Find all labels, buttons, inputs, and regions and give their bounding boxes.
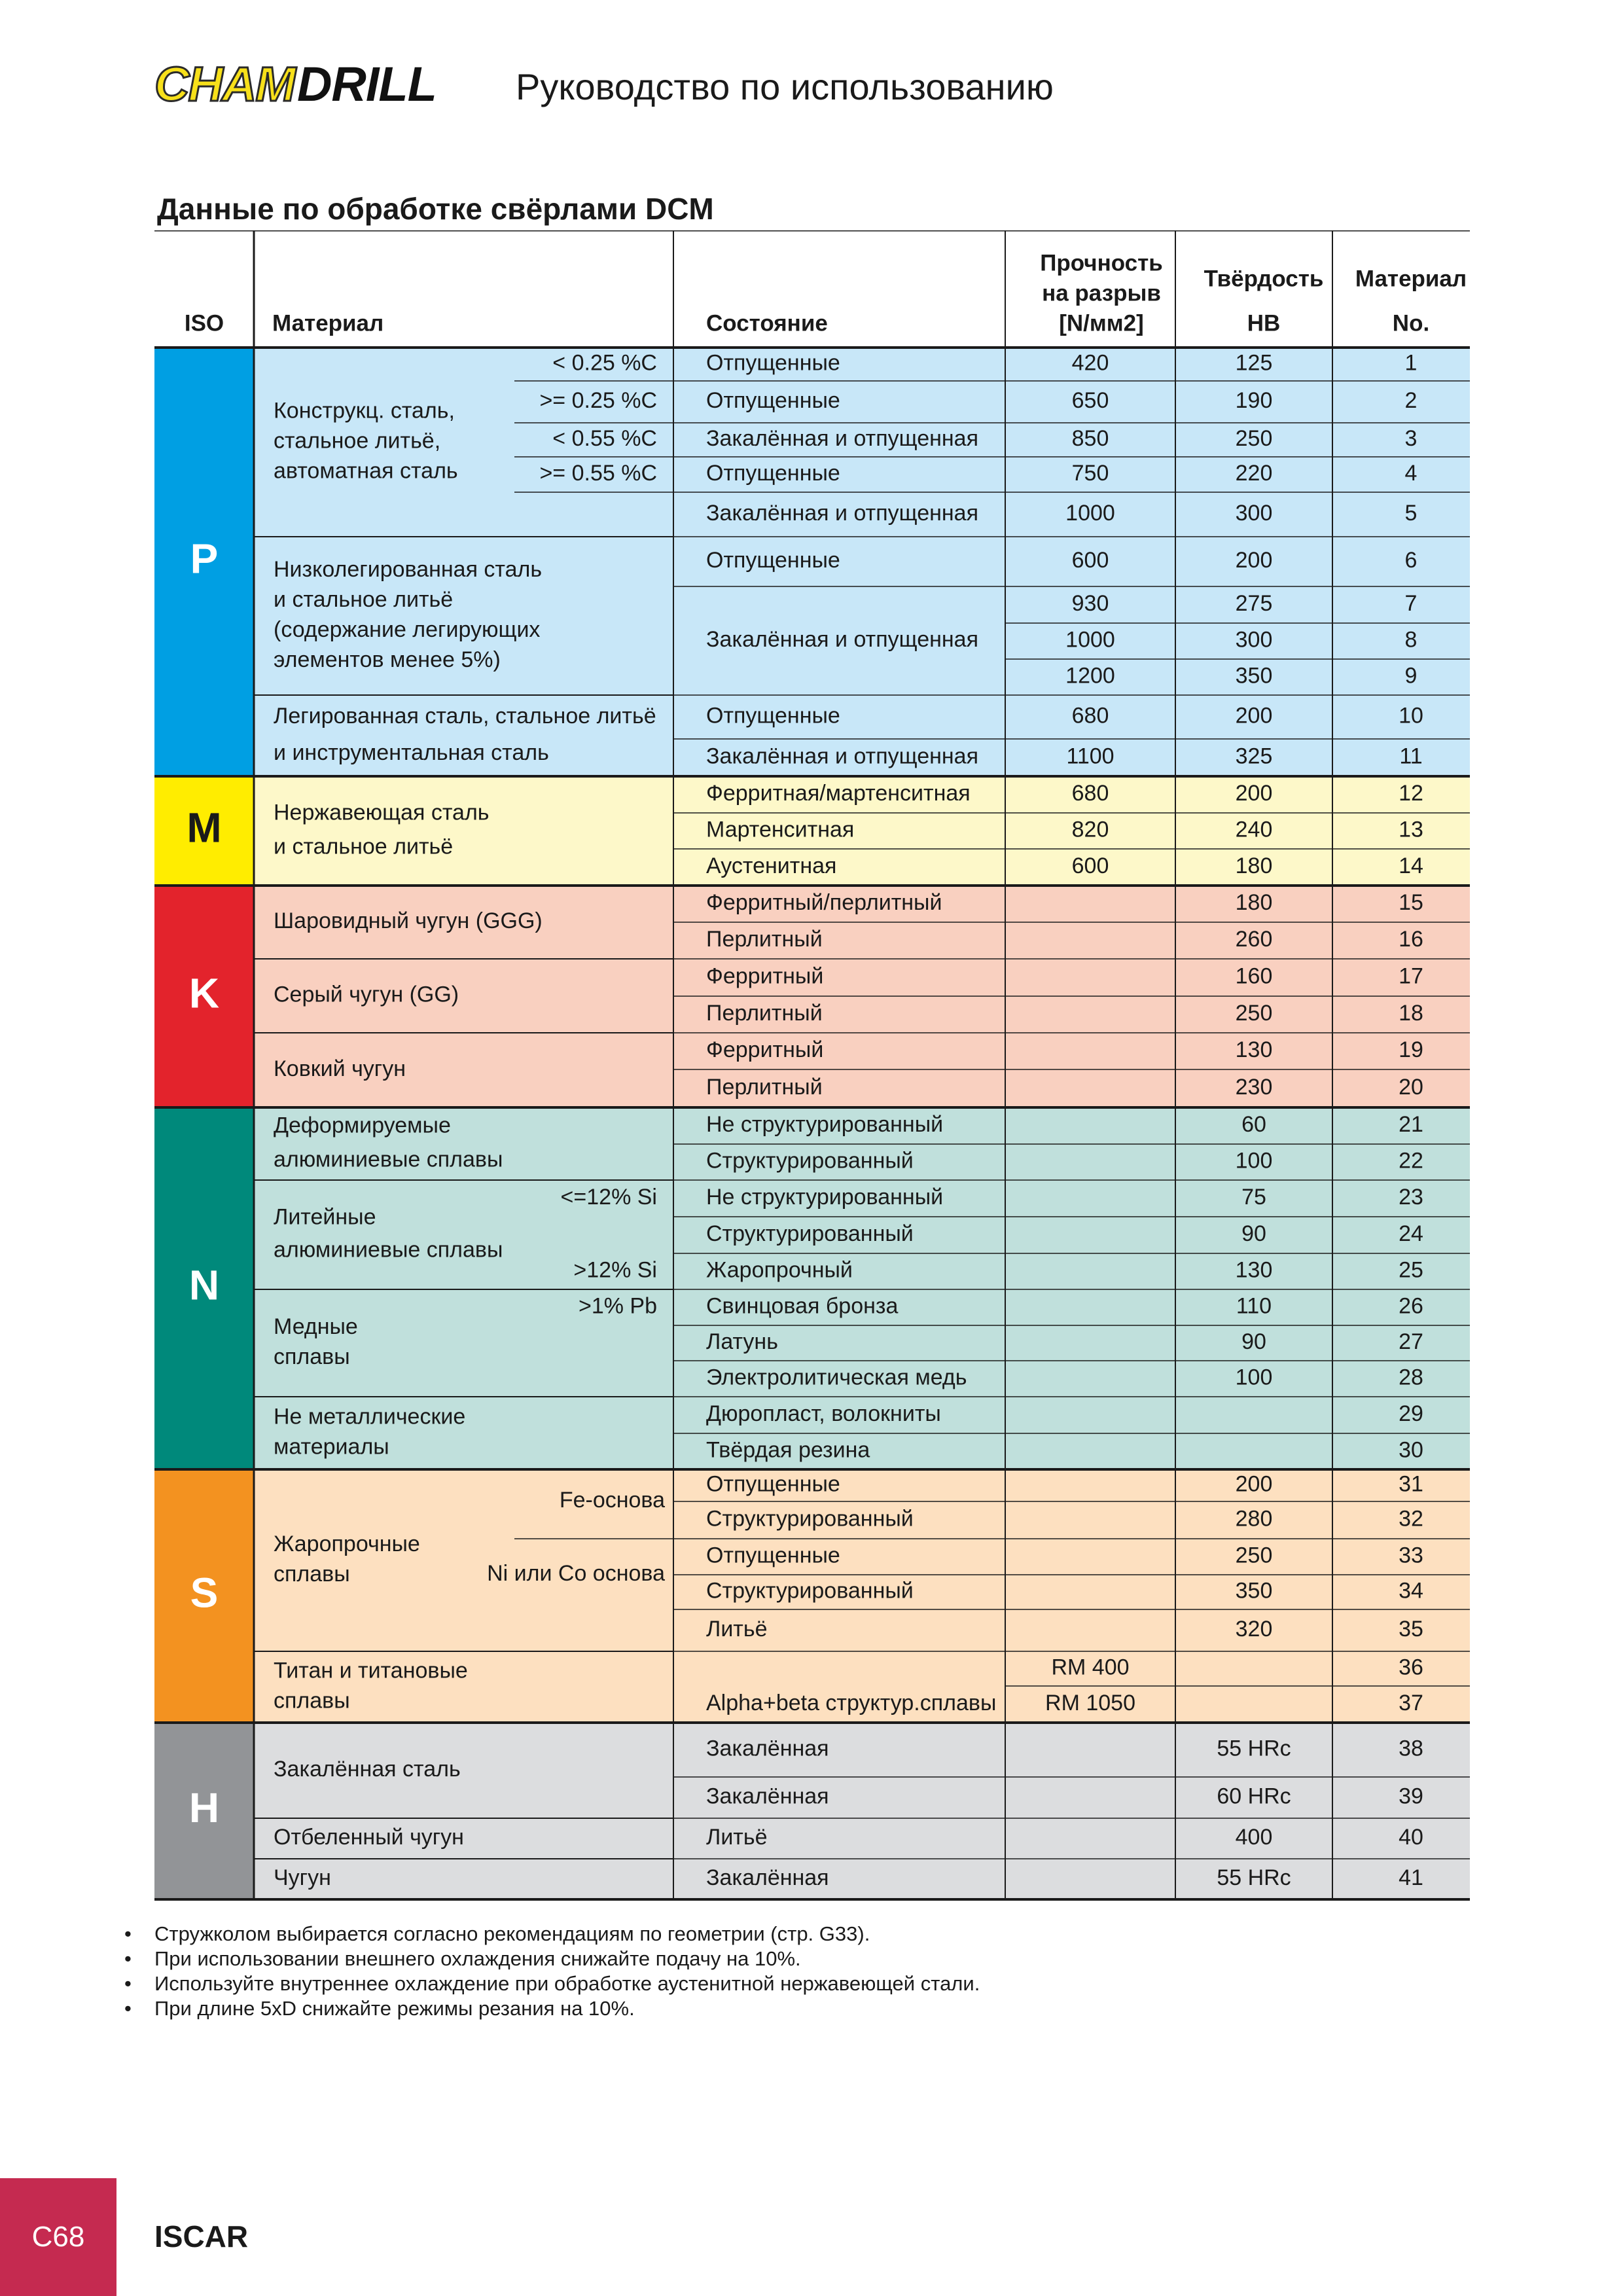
material-number: 8 — [1404, 627, 1418, 653]
state-text: Перлитный — [706, 1074, 823, 1100]
hardness-value: 60 HRc — [1217, 1784, 1291, 1809]
hardness-value: 350 — [1235, 663, 1273, 689]
logo-drill-text: DRILL — [296, 56, 437, 111]
material-number: 30 — [1399, 1437, 1423, 1463]
strength-value: 750 — [1071, 460, 1109, 486]
material-name: Ковкий чугун — [274, 1056, 406, 1081]
strength-value: 1000 — [1065, 500, 1115, 526]
footer-brand: ISCAR — [154, 2219, 249, 2253]
material-number: 26 — [1399, 1293, 1423, 1319]
state-text: Alpha+beta структур.сплавы — [706, 1690, 997, 1715]
hardness-value: 100 — [1235, 1148, 1273, 1174]
strength-value: 680 — [1071, 703, 1109, 728]
table-svg — [154, 230, 1470, 1919]
hardness-value: 200 — [1235, 703, 1273, 728]
header-strength: Прочность — [1040, 250, 1163, 276]
material-name: Литейные — [274, 1204, 376, 1230]
note-item — [124, 1996, 980, 2021]
header-material: Материал — [272, 310, 384, 336]
note-bullet: • — [124, 1947, 132, 1970]
material-name: Конструкц. сталь, — [274, 398, 455, 423]
material-number: 21 — [1399, 1111, 1423, 1137]
state-text: Электролитическая медь — [706, 1365, 967, 1390]
material-name: Чугун — [274, 1865, 331, 1890]
hardness-value: 280 — [1235, 1506, 1273, 1532]
material-number: 25 — [1399, 1257, 1423, 1283]
cutting-data-table — [154, 230, 1470, 1919]
material-number: 4 — [1404, 460, 1418, 486]
material-name: Отбеленный чугун — [274, 1824, 464, 1850]
strength-value: 1100 — [1066, 744, 1115, 769]
material-number: 32 — [1399, 1506, 1423, 1532]
material-number: 23 — [1399, 1184, 1423, 1210]
hardness-value: 300 — [1235, 627, 1273, 653]
material-number: 22 — [1399, 1148, 1423, 1174]
iso-code-h: H — [188, 1784, 220, 1831]
state-text: Закалённая и отпущенная — [706, 500, 979, 526]
state-text: Не структурированный — [706, 1111, 944, 1137]
material-number: 29 — [1399, 1401, 1423, 1426]
material-name: стальное литьё, — [274, 428, 441, 454]
iso-code-p: P — [190, 535, 219, 583]
state-text: Отпущенные — [706, 387, 840, 413]
state-text: Закалённая — [706, 1784, 829, 1809]
material-number: 16 — [1399, 926, 1423, 952]
header-strength: [N/мм2] — [1059, 310, 1144, 336]
material-number: 9 — [1404, 663, 1418, 689]
strength-value: RM 400 — [1051, 1655, 1130, 1680]
material-name: Деформируемые — [274, 1113, 451, 1138]
note-text: При использовании внешнего охлаждения снижайте подачу на 10%. — [154, 1947, 801, 1970]
header-number: Материал — [1355, 266, 1467, 292]
page-number-tab — [0, 2178, 116, 2296]
hardness-value: 190 — [1235, 387, 1273, 413]
note-bullet: • — [124, 1922, 132, 1945]
material-name: и стальное литьё — [274, 834, 454, 859]
state-text: Закалённая и отпущенная — [706, 744, 979, 769]
hardness-value: 180 — [1235, 853, 1273, 878]
iso-code-n: N — [188, 1261, 220, 1309]
material-name: Не металлические — [274, 1404, 466, 1429]
material-name: Серый чугун (GG) — [274, 982, 459, 1007]
iso-code-s: S — [190, 1569, 219, 1617]
material-name: и инструментальная сталь — [274, 740, 549, 765]
state-text: Твёрдая резина — [706, 1437, 870, 1463]
hardness-value: 125 — [1235, 350, 1273, 376]
material-name: сплавы — [274, 1344, 350, 1369]
hardness-value: 300 — [1235, 500, 1273, 526]
material-name: Легированная сталь, стальное литьё — [274, 703, 656, 728]
material-number: 17 — [1399, 963, 1423, 989]
hardness-value: 400 — [1235, 1824, 1273, 1850]
state-text: Жаропрочный — [706, 1257, 853, 1283]
strength-value: 850 — [1071, 425, 1109, 451]
material-number: 40 — [1399, 1824, 1423, 1850]
hardness-value: 180 — [1235, 889, 1273, 915]
hardness-value: 200 — [1235, 1471, 1273, 1497]
note-bullet: • — [124, 1972, 132, 1995]
state-text: Ферритная/мартенситная — [706, 780, 971, 806]
material-name: алюминиевые сплавы — [274, 1147, 503, 1172]
hardness-value: 130 — [1235, 1257, 1273, 1283]
material-number: 20 — [1399, 1074, 1423, 1100]
header-state: Состояние — [706, 310, 828, 336]
state-text: Закалённая и отпущенная — [706, 626, 979, 652]
header-strength: на разрыв — [1042, 280, 1161, 306]
strength-value: 1200 — [1065, 663, 1115, 689]
material-name: автоматная сталь — [274, 458, 458, 484]
hardness-value: 350 — [1235, 1578, 1273, 1604]
header-iso: ISO — [184, 310, 224, 336]
material-sublabel: <=12% Si — [560, 1184, 657, 1210]
note-item — [124, 1971, 980, 1996]
material-number: 1 — [1404, 350, 1418, 376]
header-hardness: HB — [1247, 310, 1281, 336]
page-header-title: Руководство по использованию — [516, 66, 1054, 107]
material-name: сплавы — [274, 1561, 350, 1587]
state-text: Ферритный/перлитный — [706, 889, 942, 915]
material-name: Жаропрочные — [274, 1531, 420, 1556]
hardness-value: 230 — [1235, 1074, 1273, 1100]
material-number: 33 — [1399, 1543, 1423, 1568]
material-number: 11 — [1399, 744, 1423, 769]
material-number: 2 — [1404, 387, 1418, 413]
state-text: Дюропласт, волокниты — [706, 1401, 941, 1426]
material-name: материалы — [274, 1434, 389, 1460]
hardness-value: 260 — [1235, 926, 1273, 952]
hardness-value: 240 — [1235, 817, 1273, 842]
material-name: Закалённая сталь — [274, 1756, 461, 1782]
material-number: 27 — [1399, 1329, 1423, 1354]
material-sublabel: >12% Si — [573, 1257, 657, 1283]
hardness-value: 75 — [1241, 1184, 1266, 1210]
note-item — [124, 1946, 980, 1971]
section-title: Данные по обработке свёрлами DCM — [157, 192, 714, 226]
state-text: Закалённая — [706, 1865, 829, 1890]
material-number: 10 — [1399, 703, 1423, 728]
state-text: Отпущенные — [706, 350, 840, 376]
material-number: 14 — [1399, 853, 1423, 878]
material-sublabel: >1% Pb — [578, 1293, 657, 1319]
strength-value: 600 — [1071, 853, 1109, 878]
hardness-value: 160 — [1235, 963, 1273, 989]
hardness-value: 55 HRc — [1217, 1865, 1291, 1890]
material-sublabel: < 0.25 %C — [552, 350, 657, 376]
hardness-value: 250 — [1235, 425, 1273, 451]
state-text: Структурированный — [706, 1578, 914, 1604]
material-number: 28 — [1399, 1365, 1423, 1390]
note-text: При длине 5xD снижайте режимы резания на 10%. — [154, 1997, 635, 2020]
material-number: 3 — [1404, 425, 1418, 451]
hardness-value: 60 — [1241, 1111, 1266, 1137]
note-bullet: • — [124, 1997, 132, 2020]
material-name: Шаровидный чугун (GGG) — [274, 908, 543, 933]
state-text: Литьё — [706, 1824, 768, 1850]
hardness-value: 275 — [1235, 590, 1273, 616]
hardness-value: 250 — [1235, 1543, 1273, 1568]
hardness-value: 90 — [1241, 1329, 1266, 1354]
state-text: Перлитный — [706, 926, 823, 952]
state-text: Структурированный — [706, 1221, 914, 1246]
strength-value: 420 — [1071, 350, 1109, 376]
material-name: Низколегированная сталь — [274, 556, 543, 582]
page-number: C68 — [31, 2221, 85, 2253]
state-text: Отпущенные — [706, 703, 840, 728]
material-name: Титан и титановые — [274, 1658, 468, 1683]
header-number: No. — [1392, 310, 1430, 336]
state-text: Отпущенные — [706, 460, 840, 486]
hardness-value: 325 — [1235, 744, 1273, 769]
material-sublabel: Fe-основа — [559, 1487, 665, 1513]
hardness-value: 110 — [1236, 1293, 1272, 1319]
material-number: 37 — [1399, 1690, 1423, 1715]
note-item — [124, 1922, 980, 1946]
material-number: 19 — [1399, 1037, 1423, 1062]
material-sublabel: >= 0.25 %C — [539, 387, 657, 413]
material-number: 7 — [1404, 590, 1418, 616]
state-text: Закалённая и отпущенная — [706, 425, 979, 451]
material-name: Нержавеющая сталь — [274, 800, 490, 825]
hardness-value: 250 — [1235, 1000, 1273, 1026]
strength-value: 680 — [1071, 780, 1109, 806]
state-text: Отпущенные — [706, 1471, 840, 1497]
material-number: 24 — [1399, 1221, 1423, 1246]
note-text: Стружколом выбирается согласно рекомендациям по геометрии (стр. G33). — [154, 1922, 870, 1945]
state-text: Отпущенные — [706, 1543, 840, 1568]
material-number: 39 — [1399, 1784, 1423, 1809]
material-number: 36 — [1399, 1655, 1423, 1680]
state-text: Отпущенные — [706, 547, 840, 573]
header-hardness: Твёрдость — [1204, 266, 1324, 292]
material-sublabel: Ni или Co основа — [487, 1560, 665, 1586]
iso-code-k: K — [188, 969, 220, 1017]
material-number: 41 — [1399, 1865, 1423, 1890]
hardness-value: 200 — [1235, 547, 1273, 573]
state-text: Ферритный — [706, 963, 824, 989]
hardness-value: 220 — [1235, 460, 1273, 486]
strength-value: RM 1050 — [1045, 1690, 1135, 1715]
material-number: 18 — [1399, 1000, 1423, 1026]
hardness-value: 55 HRc — [1217, 1736, 1291, 1761]
state-text: Аустенитная — [706, 853, 837, 878]
logo-cham-text: CHAM — [154, 56, 294, 111]
state-text: Перлитный — [706, 1000, 823, 1026]
strength-value: 1000 — [1065, 627, 1115, 653]
material-number: 6 — [1404, 547, 1418, 573]
material-number: 31 — [1399, 1471, 1423, 1497]
strength-value: 650 — [1071, 387, 1109, 413]
material-number: 35 — [1399, 1616, 1423, 1641]
note-text: Используйте внутреннее охлаждение при обработке аустенитной нержавеющей стали. — [154, 1972, 980, 1995]
material-name: и стальное литьё — [274, 586, 454, 612]
hardness-value: 100 — [1235, 1365, 1273, 1390]
material-name: сплавы — [274, 1688, 350, 1713]
material-name: алюминиевые сплавы — [274, 1237, 503, 1263]
state-text: Свинцовая бронза — [706, 1293, 899, 1319]
material-sublabel: < 0.55 %C — [552, 425, 657, 451]
state-text: Структурированный — [706, 1506, 914, 1532]
material-number: 13 — [1399, 817, 1423, 842]
state-text: Ферритный — [706, 1037, 824, 1062]
strength-value: 820 — [1071, 817, 1109, 842]
state-text: Мартенситная — [706, 817, 855, 842]
material-number: 5 — [1404, 500, 1418, 526]
material-number: 38 — [1399, 1736, 1423, 1761]
material-sublabel: >= 0.55 %C — [539, 460, 657, 486]
state-text: Литьё — [706, 1616, 768, 1641]
iso-code-m: M — [187, 804, 222, 852]
state-text: Закалённая — [706, 1736, 829, 1761]
strength-value: 600 — [1071, 547, 1109, 573]
state-text: Структурированный — [706, 1148, 914, 1174]
material-name: элементов менее 5%) — [274, 647, 501, 672]
material-number: 15 — [1399, 889, 1423, 915]
hardness-value: 320 — [1235, 1616, 1273, 1641]
material-name: (содержание легирующих — [274, 617, 541, 642]
hardness-value: 90 — [1241, 1221, 1266, 1246]
chamdrill-logo — [154, 58, 437, 110]
hardness-value: 200 — [1235, 780, 1273, 806]
material-number: 34 — [1399, 1578, 1423, 1604]
hardness-value: 130 — [1235, 1037, 1273, 1062]
state-text: Не структурированный — [706, 1184, 944, 1210]
state-text: Латунь — [706, 1329, 778, 1354]
notes-list — [124, 1922, 980, 2021]
material-name: Медные — [274, 1314, 358, 1339]
strength-value: 930 — [1071, 590, 1109, 616]
material-number: 12 — [1399, 780, 1423, 806]
